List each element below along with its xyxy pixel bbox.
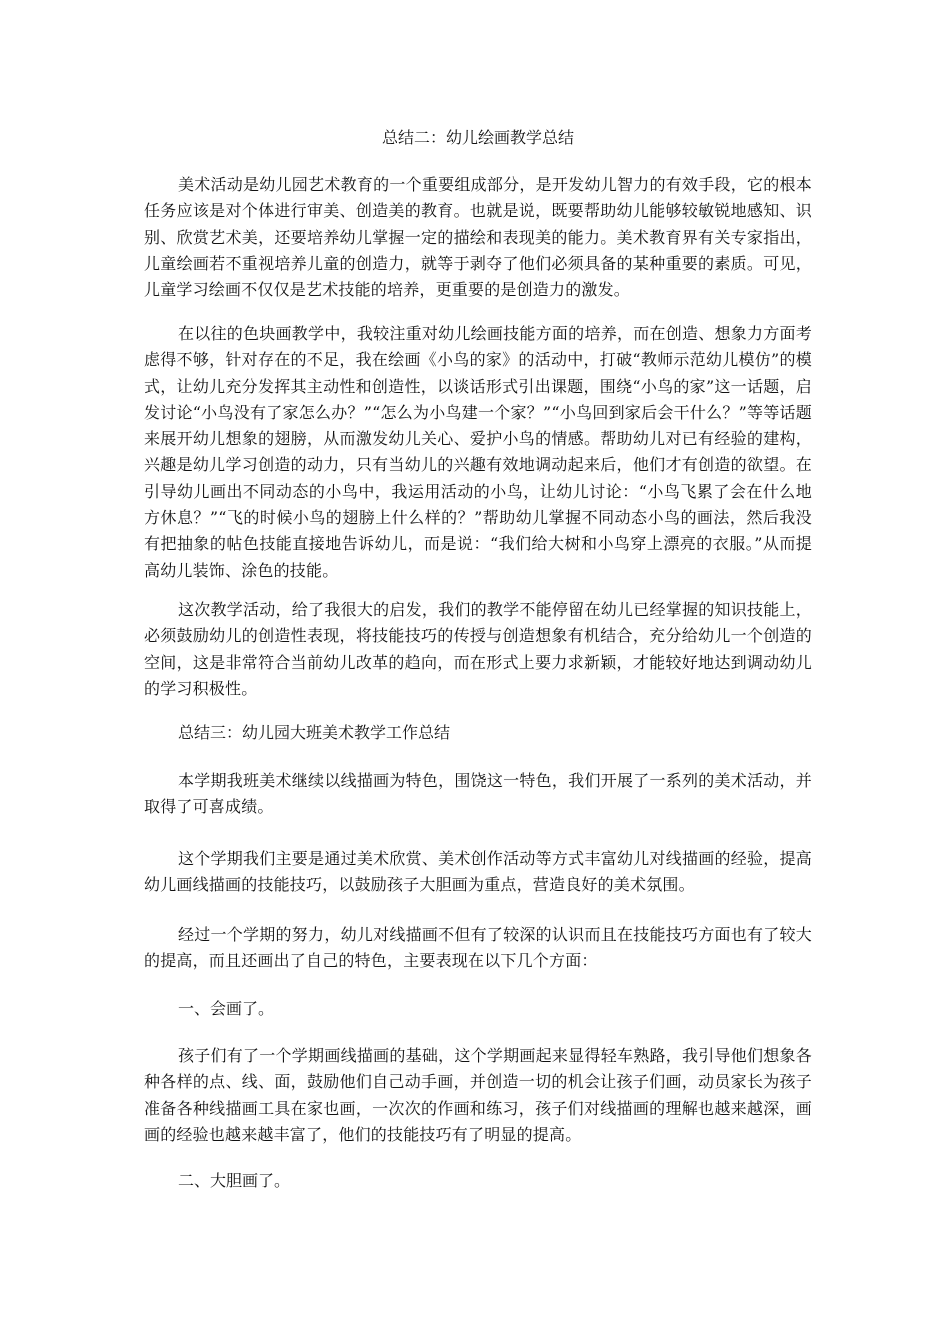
paragraph-5: 这个学期我们主要是通过美术欣赏、美术创作活动等方式丰富幼儿对线描画的经验，提高幼儿画线描画的技能技巧，以鼓励孩子大胆画为重点，营造良好的美术氛围。 [144, 849, 812, 895]
section-title-2: 总结二：幼儿绘画教学总结 [381, 128, 574, 147]
paragraph-3: 这次教学活动，给了我很大的启发，我们的教学不能停留在幼儿已经掌握的知识技能上，必须鼓励幼儿的创造性表现，将技能技巧的传授与创造想象有机结合，充分给幼儿一个创造的空间，这是非常符合当前幼儿改革的趋向，而在形式上要力求新颖，才能较好地达到调动幼儿的学习积极性。 [144, 600, 812, 698]
paragraph-4: 本学期我班美术继续以线描画为特色，围饶这一特色，我们开展了一系列的美术活动，并取得了可喜成绩。 [144, 771, 812, 817]
subheading-2: 二、大胆画了。 [178, 1171, 291, 1190]
paragraph-7: 孩子们有了一个学期画线描画的基础，这个学期画起来显得轻车熟路，我引导他们想象各种各样的点、线、面，鼓励他们自己动手画，并创造一切的机会让孩子们画，动员家长为孩子准备各种线描画工具在家也画，一次次的作画和练习，孩子们对线描画的理解也越来越深，画画的经验也越来越丰富了，他们的技能技巧有了明显的提高。 [144, 1046, 812, 1144]
subheading-1: 一、会画了。 [178, 999, 275, 1018]
paragraph-6: 经过一个学期的努力，幼儿对线描画不但有了较深的认识而且在技能技巧方面也有了较大的提高，而且还画出了自己的特色，主要表现在以下几个方面： [144, 925, 812, 971]
paragraph-1: 美术活动是幼儿园艺术教育的一个重要组成部分，是开发幼儿智力的有效手段，它的根本任务应该是对个体进行审美、创造美的教育。也就是说，既要帮助幼儿能够较敏锐地感知、识别、欣赏艺术美，还要培养幼儿掌握一定的描绘和表现美的能力。美术教育界有关专家指出，儿童绘画若不重视培养儿童的创造力，就等于剥夺了他们必须具备的某种重要的素质。可见，儿童学习绘画不仅仅是艺术技能的培养，更重要的是创造力的激发。 [144, 175, 812, 300]
section-title-3: 总结三：幼儿园大班美术教学工作总结 [178, 723, 451, 742]
paragraph-2: 在以往的色块画教学中，我较注重对幼儿绘画技能方面的培养，而在创造、想象力方面考虑得不够，针对存在的不足，我在绘画《小鸟的家》的活动中，打破“教师示范幼儿模仿”的模式，让幼儿充分发挥其主动性和创造性，以谈话形式引出课题，围绕“小鸟的家”这一话题，启发讨论“小鸟没有了家怎么办？”“怎么为小鸟建一个家？”“小鸟回到家后会干什么？”等等话题来展开幼儿想象的翅膀，从而激发幼儿关心、爱护小鸟的情感。帮助幼儿对已有经验的建构，兴趣是幼儿学习创造的动力，只有当幼儿的兴趣有效地调动起来后，他们才有创造的欲望。在引导幼儿画出不同动态的小鸟中，我运用活动的小鸟，让幼儿讨论：“小鸟飞累了会在什么地方休息？”“飞的时候小鸟的翅膀上什么样的？”帮助幼儿掌握不同动态小鸟的画法，然后我没有把抽象的帖色技能直接地告诉幼儿，而是说：“我们给大树和小鸟穿上漂亮的衣服。”从而提高幼儿装饰、涂色的技能。 [144, 324, 812, 580]
